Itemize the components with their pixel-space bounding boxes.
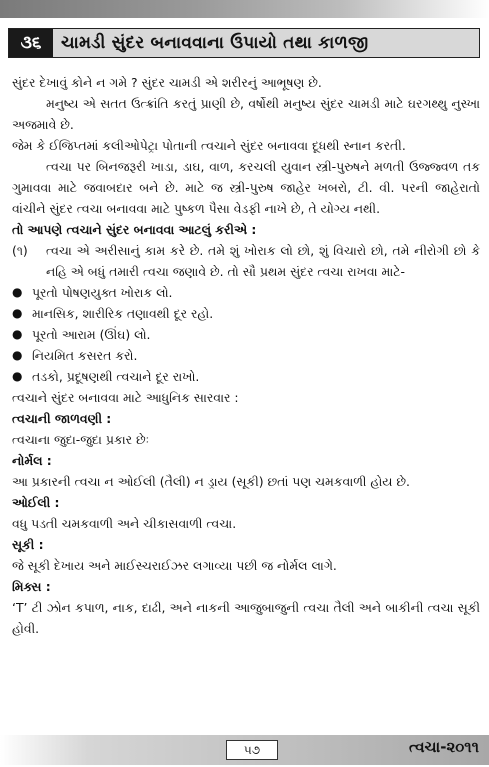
type-normal-heading: નોર્મલ :: [12, 453, 52, 468]
type-oily-desc: વધુ પડતી ચમકવાળી અને ચીકાસવાળી ત્વચા.: [12, 516, 237, 531]
list-item-text: તડકો, પ્રદૂષણથી ત્વચાને દૂર રાખો.: [32, 369, 200, 384]
type-oily-heading: ઓઈલી :: [12, 495, 60, 510]
intro-line-3: જેમ કે ઈજિપ્તમાં કલીઓપેટ્રા પોતાની ત્વચાને સુંદર બનાવવા દૂધથી સ્નાન કરતી.: [12, 138, 406, 153]
intro-paragraph-2: મનુષ્ય એ સતત ઉત્ક્રાંતિ કરતું પ્રાણી છે, વર્ષોથી મનુષ્ય સુંદર ચામડી માટે ઘરગથ્થુ નુસ્ખા અજમાવે છે.: [12, 96, 480, 132]
chapter-title: ચામડી સુંદર બનાવવાના ઉપાયો તથા કાળજી: [61, 33, 369, 53]
list-item-text: પૂરતો આરામ (ઊંઘ) લો.: [32, 327, 151, 342]
list-item: [12, 282, 480, 303]
bullet-dot-icon: ●: [12, 327, 23, 341]
intro-line-1: સુંદર દેખાવું કોને ન ગમે ? સુંદર ચામડી એ શરીરનું આભૂષણ છે.: [12, 75, 322, 90]
type-mixed-desc: ‘T’ ટી ઝોન કપાળ, નાક, દાઢી, અને નાકની આજુબાજુની ત્વચા તૈલી અને બાકીની ત્વચા સૂકી હોવી.: [12, 600, 480, 636]
intro-paragraph-4: ત્વચા પર બિનજરૂરી ખાડા, ડાઘ, વાળ, કરચલી યુવાન સ્ત્રી-પુરુષને મળતી ઉજ્જ્વળ તક ગુમાવવા માટે જવાબદાર બને છે. માટે જ સ્ત્રી-પુરુષ જાહેર ખબરો, ટી. વી. પરની જાહેરાતો વાંચીને સુંદર ત્વચા બનાવવા માટે પુષ્કળ પૈસા વેડફી નાખે છે, તે યોગ્ય નથી.: [12, 159, 480, 216]
list-item: [12, 303, 480, 324]
type-dry-heading: સૂકી :: [12, 537, 44, 552]
numbered-item-label: (૧): [12, 243, 28, 258]
list-item-text: માનસિક, શારીરિક તણાવથી દૂર રહો.: [32, 306, 214, 321]
article-body: [12, 72, 480, 639]
page-number: ૫૭: [226, 740, 278, 760]
list-item-text: નિયમિત કસરત કરો.: [32, 348, 138, 363]
bullet-dot-icon: ●: [12, 369, 23, 383]
top-decorative-bar: [0, 0, 489, 18]
bullet-dot-icon: ●: [12, 348, 23, 362]
footer-book-title: ત્વચા-૨૦૧૧: [408, 738, 479, 756]
numbered-item-text: ત્વચા એ અરીસાનું કામ કરે છે. તમે શું ખોરાક લો છો, શું વિચારો છો, તમે નીરોગી છો કે નહિ એ બધું તમારી ત્વચા જણાવે છે. તો સૌ પ્રથમ સુંદર ત્વચા રાખવા માટે-: [46, 243, 480, 279]
list-item: [12, 366, 480, 387]
bullet-dot-icon: ●: [12, 285, 23, 299]
type-normal-desc: આ પ્રકારની ત્વચા ન ઓઈલી (તૈલી) ન ડ્રાય (સૂકી) છતાં પણ ચમકવાળી હોય છે.: [12, 474, 410, 489]
list-item: [12, 345, 480, 366]
chapter-title-box: [8, 28, 480, 58]
modern-treatment-line: ત્વચાને સુંદર બનાવવા માટે આધુનિક સારવાર :: [12, 390, 239, 405]
type-mixed-heading: મિક્સ :: [12, 579, 51, 594]
care-heading: ત્વચાની જાળવણી :: [12, 411, 112, 426]
chapter-number: ૩૬: [9, 29, 53, 57]
list-item-text: પૂરતો પોષણયુક્ત ખોરાક લો.: [32, 285, 173, 300]
types-intro: ત્વચાના જુદા-જુદા પ્રકાર છેઃ: [12, 432, 150, 447]
numbered-item: [12, 240, 480, 282]
list-item: [12, 324, 480, 345]
bullet-dot-icon: ●: [12, 306, 23, 320]
section-heading: તો આપણે ત્વચાને સુંદર બનાવવા આટલું કરીએ :: [12, 222, 257, 237]
type-dry-desc: જે સૂકી દેખાય અને માઈસ્ચરાઈઝર લગાવ્યા પછી જ નોર્મલ લાગે.: [12, 558, 337, 573]
